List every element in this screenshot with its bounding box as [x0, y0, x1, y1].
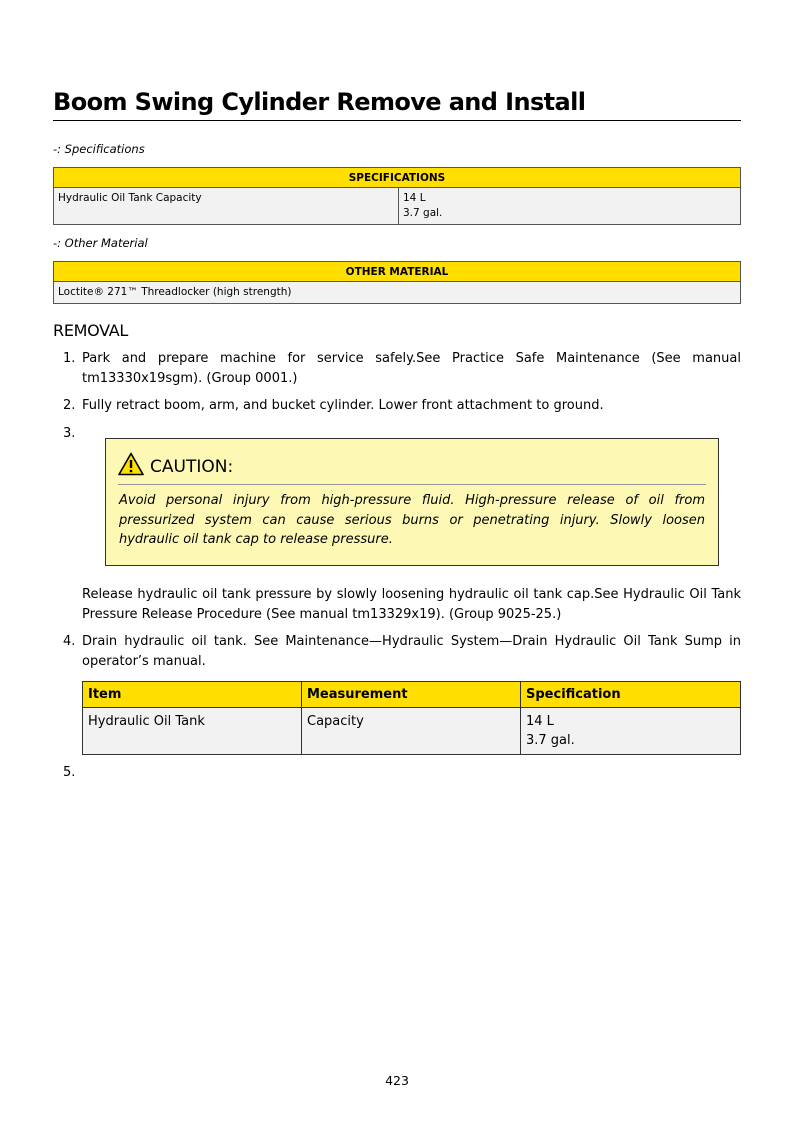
- spec-item-cell: Hydraulic Oil Tank Capacity: [54, 188, 399, 225]
- step-text: Park and prepare machine for service safely.See Practice Safe Maintenance (See manual tm13330x19sgm). (Group 0001.): [82, 351, 741, 386]
- specifications-caption: -: Specifications: [53, 142, 145, 156]
- other-material-header: OTHER MATERIAL: [54, 262, 741, 282]
- table-row: [54, 282, 741, 304]
- spec-value-line2: 3.7 gal.: [403, 207, 443, 219]
- specification-cell: [521, 708, 741, 755]
- caution-title: CAUTION:: [150, 456, 234, 477]
- caution-divider: [118, 484, 706, 485]
- spec-value-cell: [399, 188, 741, 225]
- column-header-specification: Specification: [521, 682, 741, 708]
- warning-triangle-icon: [118, 452, 144, 481]
- column-header-item: Item: [83, 682, 302, 708]
- step-number: 1.: [63, 351, 76, 366]
- step-3-text: Release hydraulic oil tank pressure by slowly loosening hydraulic oil tank cap.See Hydraulic Oil Tank Pressure Release Procedure (See manual tm13329x19). (Group 9025-25.): [82, 587, 741, 622]
- step-text: Drain hydraulic oil tank. See Maintenance—Hydraulic System—Drain Hydraulic Oil Tank Sump in operator’s manual.: [82, 634, 741, 669]
- table-row: [54, 188, 741, 225]
- caution-box: [105, 438, 719, 566]
- item-cell: Hydraulic Oil Tank: [83, 708, 302, 755]
- table-row: [83, 708, 741, 755]
- spec-value-line1: 14 L: [403, 192, 426, 204]
- step-text: Fully retract boom, arm, and bucket cylinder. Lower front attachment to ground.: [82, 398, 604, 413]
- table-header-row: [83, 682, 741, 708]
- spec-line2: 3.7 gal.: [526, 733, 575, 748]
- specifications-header: SPECIFICATIONS: [54, 168, 741, 188]
- material-item-cell: Loctite® 271™ Threadlocker (high strength): [54, 282, 741, 304]
- removal-heading: REMOVAL: [53, 321, 129, 340]
- column-header-measurement: Measurement: [302, 682, 521, 708]
- page-number: 423: [385, 1073, 409, 1088]
- specifications-table: [53, 167, 741, 225]
- caution-header: [118, 452, 233, 481]
- other-material-caption: -: Other Material: [53, 236, 148, 250]
- measurement-table: [82, 681, 741, 755]
- caution-text: Avoid personal injury from high-pressure fluid. High-pressure release of oil from pressurized system can cause serious burns or penetrating injury. Slowly loosen hydraulic oil tank cap to release pressure.: [119, 493, 705, 547]
- step-number: 3.: [63, 426, 76, 441]
- other-material-table: [53, 261, 741, 304]
- measurement-cell: Capacity: [302, 708, 521, 755]
- step-number: 5.: [63, 765, 76, 780]
- step-number: 2.: [63, 398, 76, 413]
- step-number: 4.: [63, 634, 76, 649]
- page-title: Boom Swing Cylinder Remove and Install: [53, 88, 741, 121]
- spec-line1: 14 L: [526, 714, 554, 729]
